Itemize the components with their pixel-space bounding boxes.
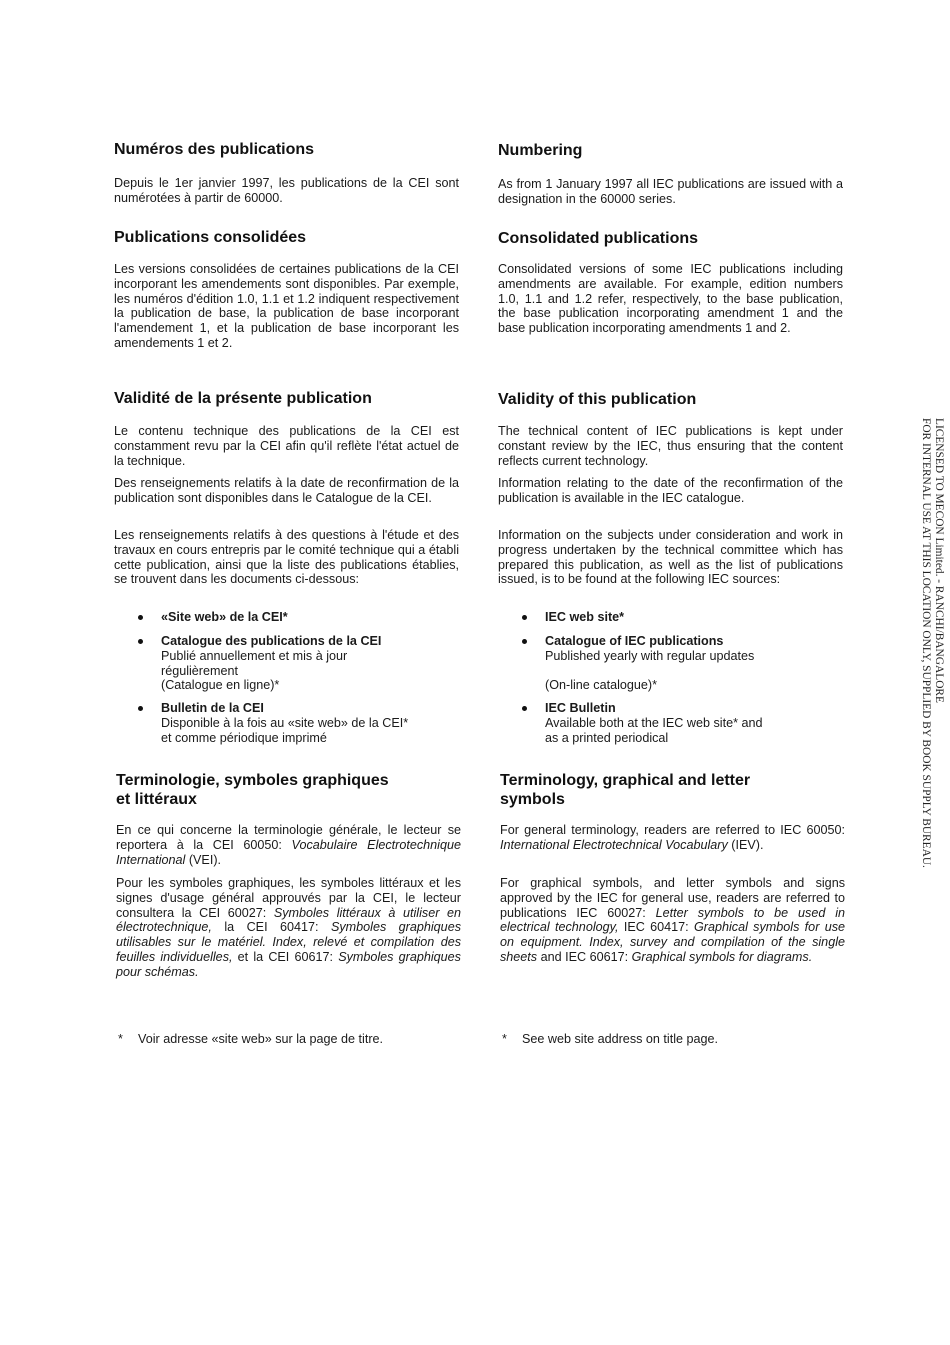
en-terminology-heading-line2: symbols: [500, 791, 565, 808]
en-bullet-line: as a printed periodical: [545, 730, 669, 745]
fr-terminology-p2: Pour les symboles graphiques, les symboles littéraux et les signes d'usage général approuvés par la CEI, le lecteur consultera la CEI 60027: Symboles littéraux à utiliser en électrotechnique, la CEI 60417: Symboles graphiques utilisables sur le matériel. Index, relevé et compilation des feuilles individuelles, et la CEI 60617: Symboles graphiques pour schémas.: [116, 876, 461, 979]
fr-bullet-title-0: «Site web» de la CEI*: [161, 610, 288, 624]
en-footnote-text: See web site address on title page.: [522, 1032, 719, 1046]
en-bullet-title-1: Catalogue of IEC publications: [545, 634, 724, 648]
fr-validity-p3: Les renseignements relatifs à des questions à l'étude et des travaux en cours entrepris par le comité technique qui a établi cette publication, ainsi que la liste des publications établies, se trouvent dans les documents ci-dessous:: [114, 528, 459, 587]
license-line-2: FOR INTERNAL USE AT THIS LOCATION ONLY, SUPPLIED BY BOOK SUPPLY BUREAU.: [920, 418, 932, 868]
en-validity-p1: The technical content of IEC publications is kept under constant review by the IEC, thus ensuring that the content reflects current technology.: [498, 424, 843, 468]
en-validity-p2: Information relating to the date of the reconfirmation of the publication is available in the IEC catalogue.: [498, 476, 843, 505]
bullet-icon: [522, 639, 527, 644]
license-line-1: LICENSED TO MECON Limited. - RANCHI/BANGALORE: [933, 418, 945, 703]
en-bullet-line: (On-line catalogue)*: [545, 678, 658, 693]
en-terminology-p1: For general terminology, readers are referred to IEC 60050: International Electrotechnical Vocabulary (IEV).: [500, 823, 845, 852]
fr-validity-heading: Validité de la présente publication: [114, 390, 372, 407]
fr-footnote-text: Voir adresse «site web» sur la page de titre.: [138, 1032, 384, 1046]
fr-numbering-text: Depuis le 1er janvier 1997, les publications de la CEI sont numérotées à partir de 60000.: [114, 176, 459, 205]
en-validity-heading: Validity of this publication: [498, 391, 697, 408]
en-terminology-p2: For graphical symbols, and letter symbols and signs approved by the IEC for general use, readers are referred to publications IEC 60027: Letter symbols to be used in electrical technology, IEC 60417: Graphical symbols for use on equipment. Index, survey and compilation of the single sheets and IEC 60617: Graphical symbols for diagrams.: [500, 876, 846, 964]
en-terminology-heading: [500, 771, 845, 809]
fr-bullet-line: (Catalogue en ligne)*: [161, 678, 280, 693]
fr-numbering-section: [114, 140, 459, 206]
fr-terminology-section: [116, 771, 461, 979]
fr-terminology-heading-line1: Terminologie, symboles graphiques: [116, 772, 389, 789]
fr-bullet-line: Publié annuellement et mis à jour: [161, 648, 348, 663]
footnote-star: *: [502, 1032, 507, 1046]
fr-validity-p1: Le contenu technique des publications de la CEI est constamment revu par la CEI afin qu'il reflète l'état actuel de la technique.: [114, 424, 459, 468]
fr-bullet-line: Disponible à la fois au «site web» de la CEI*: [161, 715, 409, 730]
en-bullet-spacer: [545, 664, 835, 679]
en-bullet-title-0: IEC web site*: [545, 610, 625, 624]
en-numbering-heading: Numbering: [498, 142, 583, 159]
fr-consolidated-heading: Publications consolidées: [114, 229, 307, 246]
fr-bullet-title-1: Catalogue des publications de la CEI: [161, 634, 382, 648]
fr-bullet-line: et comme périodique imprimé: [161, 730, 327, 745]
fr-bullet-title-2: Bulletin de la CEI: [161, 701, 264, 715]
fr-consolidated-section: [114, 228, 459, 351]
en-numbering-text: As from 1 January 1997 all IEC publications are issued with a designation in the 60000 series.: [498, 177, 843, 206]
en-bullet-line: Published yearly with regular updates: [545, 648, 755, 663]
bullet-icon: [138, 615, 143, 620]
en-terminology-heading-line1: Terminology, graphical and letter: [500, 772, 751, 789]
en-consolidated-section: [498, 229, 843, 336]
en-consolidated-text: Consolidated versions of some IEC publications including amendments are available. For example, edition numbers 1.0, 1.1 and 1.2 refer, respectively, to the base publication, the base publication incorporating amendment 1 and the base publication incorporating amendments 1 and 2.: [498, 262, 843, 336]
fr-validity-p2: Des renseignements relatifs à la date de reconfirmation de la publication sont disponibles dans le Catalogue de la CEI.: [114, 476, 459, 505]
fr-numbering-heading: Numéros des publications: [114, 141, 315, 158]
fr-terminology-heading-line2: et littéraux: [116, 791, 197, 808]
en-validity-p3: Information on the subjects under consideration and work in progress undertaken by the technical committee which has prepared this publication, as well as the list of publications issued, is to be found at the following IEC sources:: [498, 528, 843, 587]
bullet-icon: [522, 706, 527, 711]
bullet-icon: [522, 615, 527, 620]
license-watermark: [918, 418, 948, 938]
fr-terminology-p1: En ce qui concerne la terminologie générale, le lecteur se reportera à la CEI 60050: Vocabulaire Electrotechnique International (VEI).: [116, 823, 461, 867]
bullet-icon: [138, 706, 143, 711]
bullet-icon: [138, 639, 143, 644]
en-validity-section: [498, 390, 843, 745]
en-numbering-section: [498, 141, 843, 207]
en-bullet-line: Available both at the IEC web site* and: [545, 715, 763, 730]
en-bullet-title-2: IEC Bulletin: [545, 701, 616, 715]
fr-terminology-heading: [116, 771, 461, 809]
fr-validity-section: [114, 389, 459, 745]
fr-bullet-line: régulièrement: [161, 663, 239, 678]
en-consolidated-heading: Consolidated publications: [498, 230, 699, 247]
footnote-star: *: [118, 1032, 123, 1046]
en-terminology-section: [500, 771, 846, 964]
fr-consolidated-text: Les versions consolidées de certaines publications de la CEI incorporant les amendements sont disponibles. Par exemple, les numéros d'édition 1.0, 1.1 et 1.2 indiquent respectivement la publication de base, la publication de base incorporant l'amendement 1, et la publication de base incorporant les amendements 1 et 2.: [114, 262, 459, 350]
